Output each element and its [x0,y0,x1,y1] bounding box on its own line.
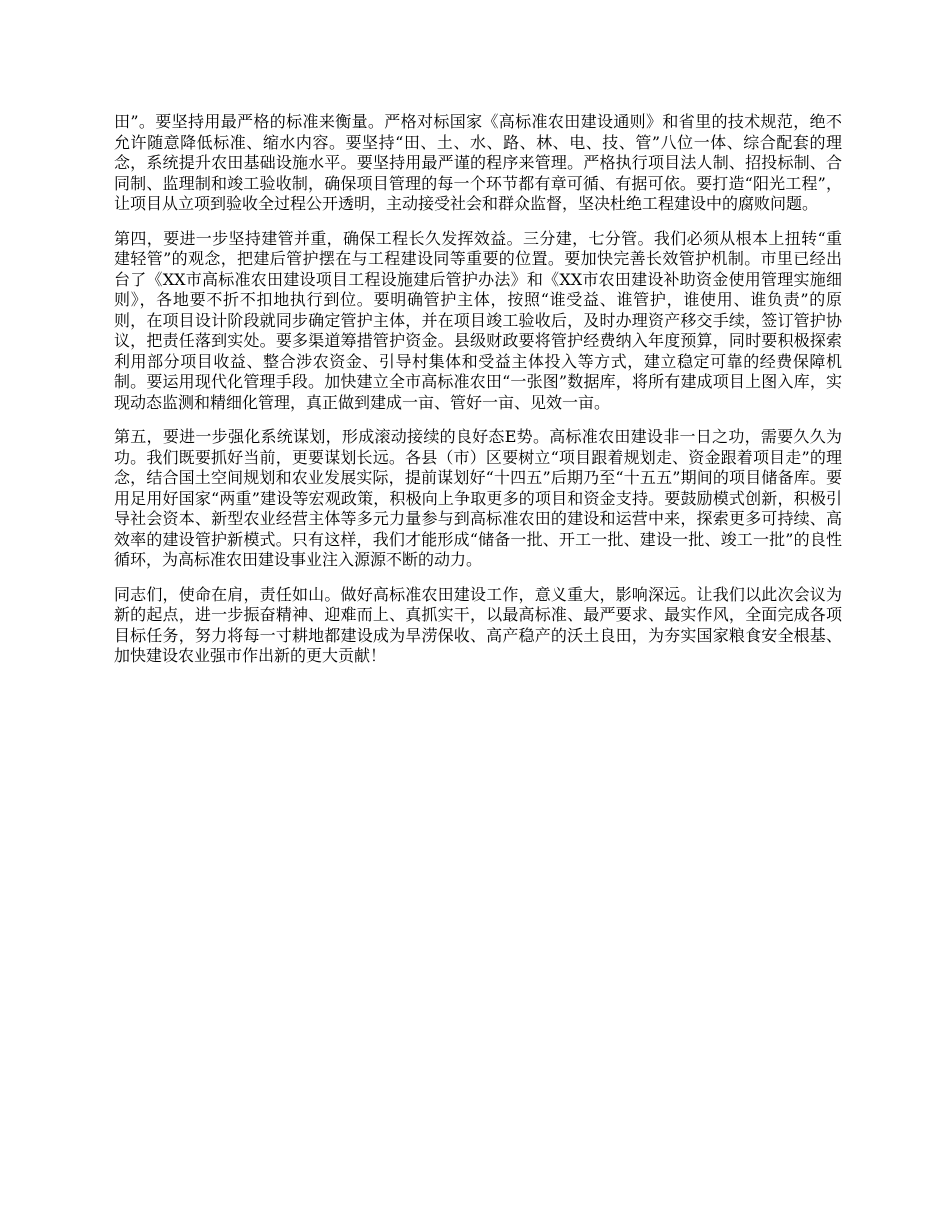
paragraph: 同志们，使命在肩，责任如山。做好高标准农田建设工作，意义重大，影响深远。让我们以此次会议为新的起点，进一步振奋精神、迎难而上、真抓实干，以最高标准、最严要求、最实作风，全面完成各项目标任务，努力将每一寸耕地都建设成为旱涝保收、高产稳产的沃土良田，为夯实国家粮食安全根基、加快建设农业强市作出新的更大贡献！ [114,584,842,665]
document-page [114,112,842,681]
paragraph: 田”。要坚持用最严格的标准来衡量。严格对标国家《高标准农田建设通则》和省里的技术规范，绝不允许随意降低标准、缩水内容。要坚持“田、土、水、路、林、电、技、管”八位一体、综合配套的理念，系统提升农田基础设施水平。要坚持用最严谨的程序来管理。严格执行项目法人制、招投标制、合同制、监理制和竣工验收制，确保项目管理的每一个环节都有章可循、有据可依。要打造“阳光工程”，让项目从立项到验收全过程公开透明，主动接受社会和群众监督，坚决杜绝工程建设中的腐败问题。 [114,112,842,213]
paragraph: 第四，要进一步坚持建管并重，确保工程长久发挥效益。三分建，七分管。我们必须从根本上扭转“重建轻管”的观念，把建后管护摆在与工程建设同等重要的位置。要加快完善长效管护机制。市里已经出台了《XX市高标准农田建设项目工程设施建后管护办法》和《XX市农田建设补助资金使用管理实施细则》，各地要不折不扣地执行到位。要明确管护主体，按照“谁受益、谁管护，谁使用、谁负责”的原则，在项目设计阶段就同步确定管护主体，并在项目竣工验收后，及时办理资产移交手续，签订管护协议，把责任落到实处。要多渠道筹措管护资金。县级财政要将管护经费纳入年度预算，同时要积极探索利用部分项目收益、整合涉农资金、引导村集体和受益主体投入等方式，建立稳定可靠的经费保障机制。要运用现代化管理手段。加快建立全市高标准农田“一张图”数据库，将所有建成项目上图入库，实现动态监测和精细化管理，真正做到建成一亩、管好一亩、见效一亩。 [114,228,842,412]
paragraph: 第五，要进一步强化系统谋划，形成滚动接续的良好态E势。高标准农田建设非一日之功，需要久久为功。我们既要抓好当前，更要谋划长远。各县（市）区要树立“项目跟着规划走、资金跟着项目走”的理念，结合国土空间规划和农业发展实际，提前谋划好“十四五”后期乃至“十五五”期间的项目储备库。要用足用好国家“两重”建设等宏观政策，积极向上争取更多的项目和资金支持。要鼓励模式创新，积极引导社会资本、新型农业经营主体等多元力量参与到高标准农田的建设和运营中来，探索更多可持续、高效率的建设管护新模式。只有这样，我们才能形成“储备一批、开工一批、建设一批、竣工一批”的良性循环，为高标准农田建设事业注入源源不断的动力。 [114,427,842,569]
